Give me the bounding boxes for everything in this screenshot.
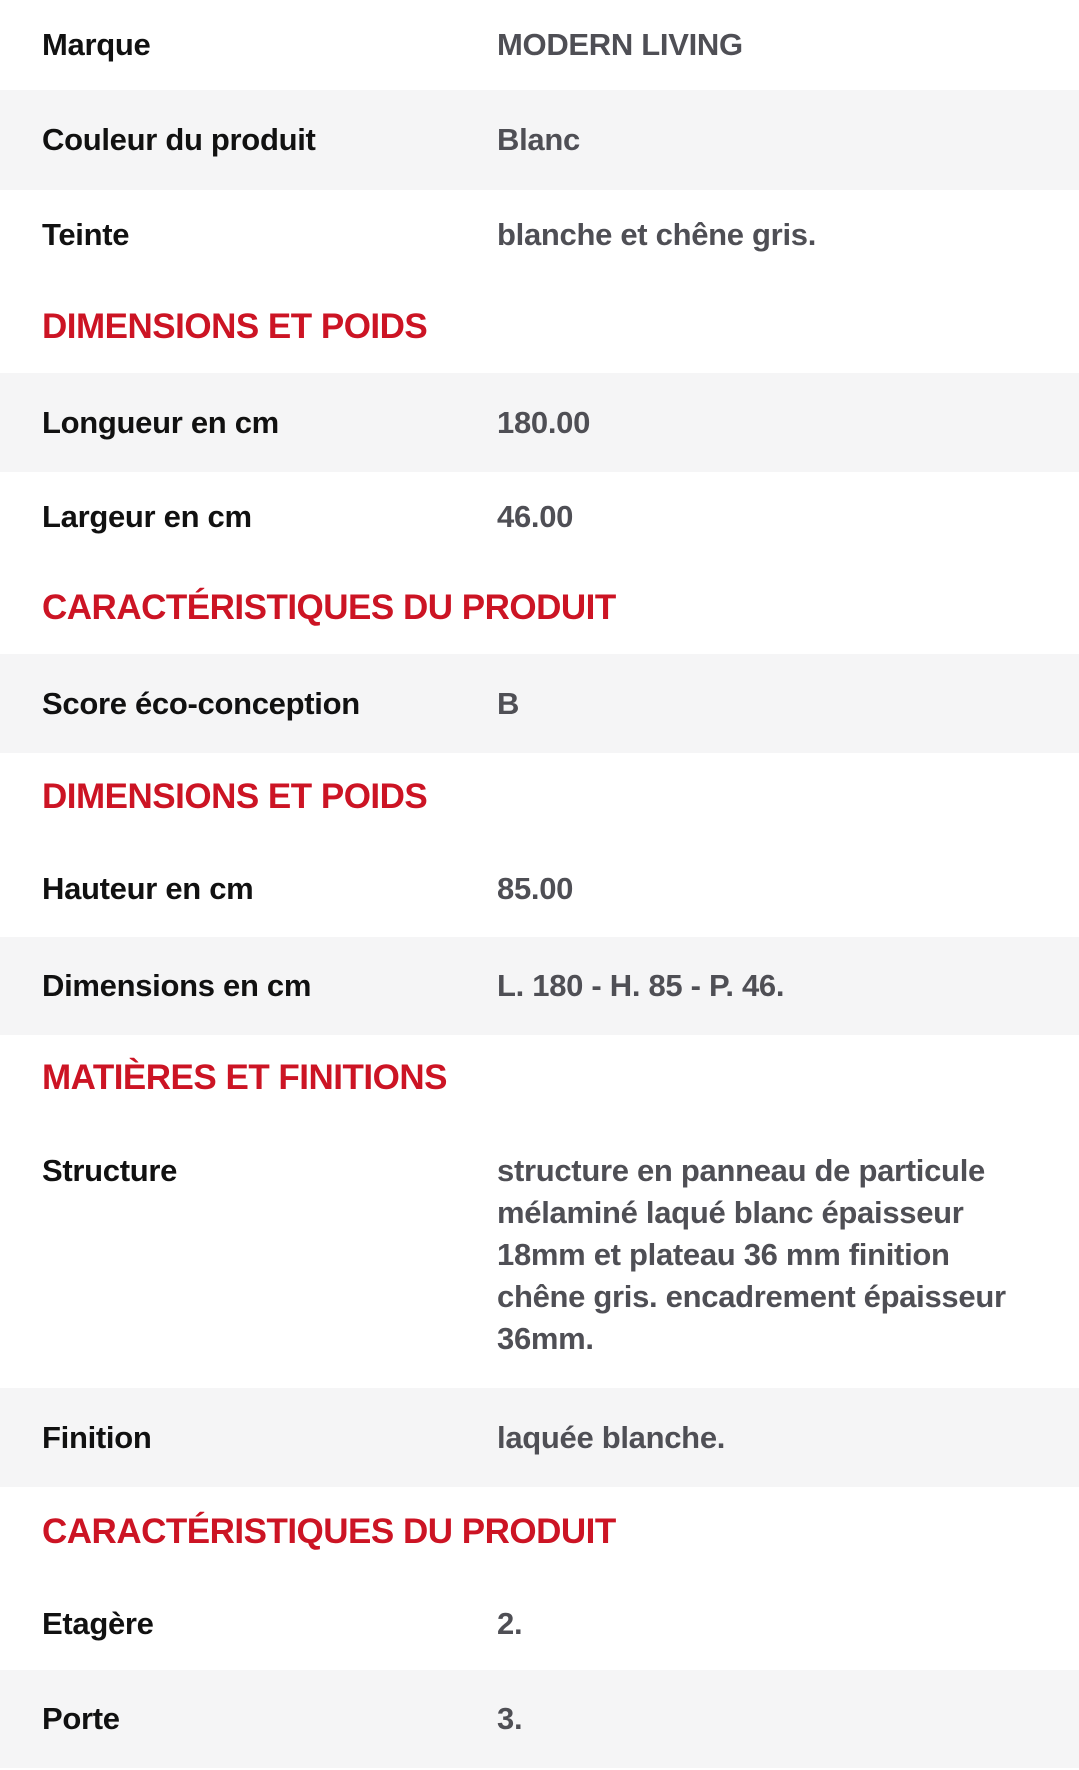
spec-value: 180.00 — [497, 404, 591, 440]
spec-row-largeur — [0, 472, 1079, 562]
spec-value: MODERN LIVING — [497, 27, 743, 62]
spec-label: Teinte — [42, 217, 130, 252]
spec-row-hauteur — [0, 840, 1079, 937]
spec-row-structure — [0, 1120, 1079, 1388]
spec-label: Longueur en cm — [42, 404, 279, 440]
spec-value: blanche et chêne gris. — [497, 217, 817, 252]
spec-row-etagere — [0, 1577, 1079, 1670]
spec-label: Marque — [42, 27, 151, 62]
spec-label: Finition — [42, 1419, 152, 1455]
spec-value: B — [497, 685, 520, 721]
spec-value: L. 180 - H. 85 - P. 46. — [497, 968, 785, 1003]
section-title-caracteristiques: CARACTÉRISTIQUES DU PRODUIT — [0, 1487, 1079, 1577]
spec-value: structure en panneau de particule mélaminé laqué blanc épaisseur 18mm et plateau 36 mm finition chêne gris. encadrement épaisseur 36mm. — [497, 1153, 1006, 1356]
spec-label: Etagère — [42, 1605, 154, 1641]
spec-value: 46.00 — [497, 499, 574, 534]
spec-label: Couleur du produit — [42, 122, 316, 157]
spec-value: 3. — [497, 1701, 523, 1736]
spec-value: 85.00 — [497, 870, 574, 906]
spec-value: 2. — [497, 1605, 523, 1641]
spec-row-teinte — [0, 190, 1079, 280]
spec-row-longueur — [0, 373, 1079, 472]
spec-row-marque — [0, 0, 1079, 90]
spec-row-couleur — [0, 90, 1079, 190]
section-title-matieres: MATIÈRES ET FINITIONS — [0, 1035, 1079, 1120]
spec-row-score-eco — [0, 654, 1079, 753]
spec-row-finition — [0, 1388, 1079, 1487]
section-title-caracteristiques: CARACTÉRISTIQUES DU PRODUIT — [0, 562, 1079, 654]
spec-label: Largeur en cm — [42, 499, 252, 534]
spec-row-porte — [0, 1670, 1079, 1768]
section-title-dimensions: DIMENSIONS ET POIDS — [0, 280, 1079, 373]
spec-label: Structure — [42, 1153, 178, 1188]
spec-value: laquée blanche. — [497, 1419, 726, 1455]
spec-label: Porte — [42, 1701, 120, 1736]
spec-label: Dimensions en cm — [42, 968, 312, 1003]
spec-row-dimensions — [0, 937, 1079, 1035]
spec-value: Blanc — [497, 122, 580, 157]
spec-label: Hauteur en cm — [42, 870, 254, 906]
section-title-dimensions: DIMENSIONS ET POIDS — [0, 753, 1079, 840]
spec-label: Score éco-conception — [42, 685, 360, 721]
